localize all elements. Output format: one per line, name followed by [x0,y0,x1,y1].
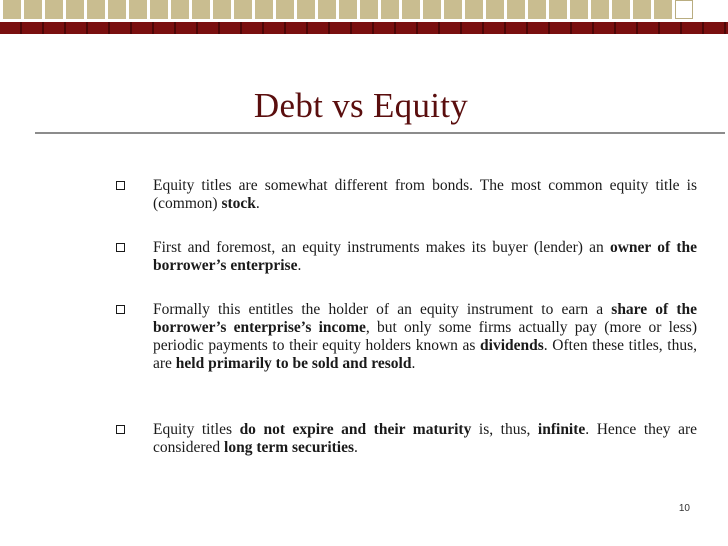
square-bullet-icon [116,305,125,314]
decorative-block [381,0,399,19]
bold-phrase: owner of the borrower’s enterprise [153,239,697,274]
decorative-block [3,0,21,19]
text-run: . [297,257,302,274]
text-run: First and foremost, an equity instruments makes its buyer (lender) an [153,239,610,256]
text-run: . Often these titles, thus, are [153,337,697,372]
text-run: . Hence they are considered [153,421,697,456]
bullet-text [153,421,697,457]
decorative-block [129,0,147,19]
text-run: . [255,195,260,212]
decorative-block [255,0,273,19]
decorative-block [339,0,357,19]
decorative-block [318,0,336,19]
bullet-text [153,177,697,213]
text-run: Equity titles are somewhat different from bonds. The most common equity title is (common) [153,177,697,212]
title-underline [35,132,725,134]
decorative-block [675,0,693,19]
decorative-block [549,0,567,19]
decorative-block [192,0,210,19]
bold-phrase: share of the borrower’s enterprise’s income [153,301,697,336]
decorative-block [507,0,525,19]
bold-phrase: infinite [537,421,586,438]
text-run: . [354,439,358,456]
decorative-block [633,0,651,19]
bold-phrase: held primarily to be sold and resold [175,355,412,372]
bold-phrase: long term securities [224,439,355,456]
decorative-block [213,0,231,19]
decorative-block [612,0,630,19]
decorative-block [591,0,609,19]
page-number: 10 [678,503,690,514]
square-bullet-icon [116,243,125,252]
slide-title-text: Debt vs Equity [253,86,469,125]
bullet-text [153,239,697,275]
decorative-block [276,0,294,19]
text-run: , but only some firms actually pay (more or less) periodic payments to their equity holders known as [153,319,697,354]
decorative-block [150,0,168,19]
tan-block-row [0,0,728,19]
decorative-block [444,0,462,19]
maroon-stripe [0,22,728,34]
decorative-block [45,0,63,19]
text-run: Equity titles [153,421,240,438]
decorative-block [297,0,315,19]
text-run: . [411,355,416,372]
decorative-block [528,0,546,19]
square-bullet-icon [116,425,125,434]
decorative-block [87,0,105,19]
square-bullet-icon [116,181,125,190]
decorative-block [24,0,42,19]
decorative-block [423,0,441,19]
bold-phrase: stock [221,195,256,212]
text-run: Formally this entitles the holder of an equity instrument to earn a [153,301,612,318]
decorative-block [570,0,588,19]
bullet-text [153,301,697,373]
decorative-block [402,0,420,19]
decorative-block [360,0,378,19]
bold-phrase: dividends [480,337,544,354]
decorative-block [234,0,252,19]
top-decorative-band [0,0,728,34]
text-run: is, thus, [471,421,538,438]
decorative-block [108,0,126,19]
bold-phrase: do not expire and their maturity [239,421,472,438]
slide-title [0,86,728,126]
decorative-block [66,0,84,19]
decorative-block [171,0,189,19]
decorative-block [465,0,483,19]
decorative-block [486,0,504,19]
decorative-block [654,0,672,19]
